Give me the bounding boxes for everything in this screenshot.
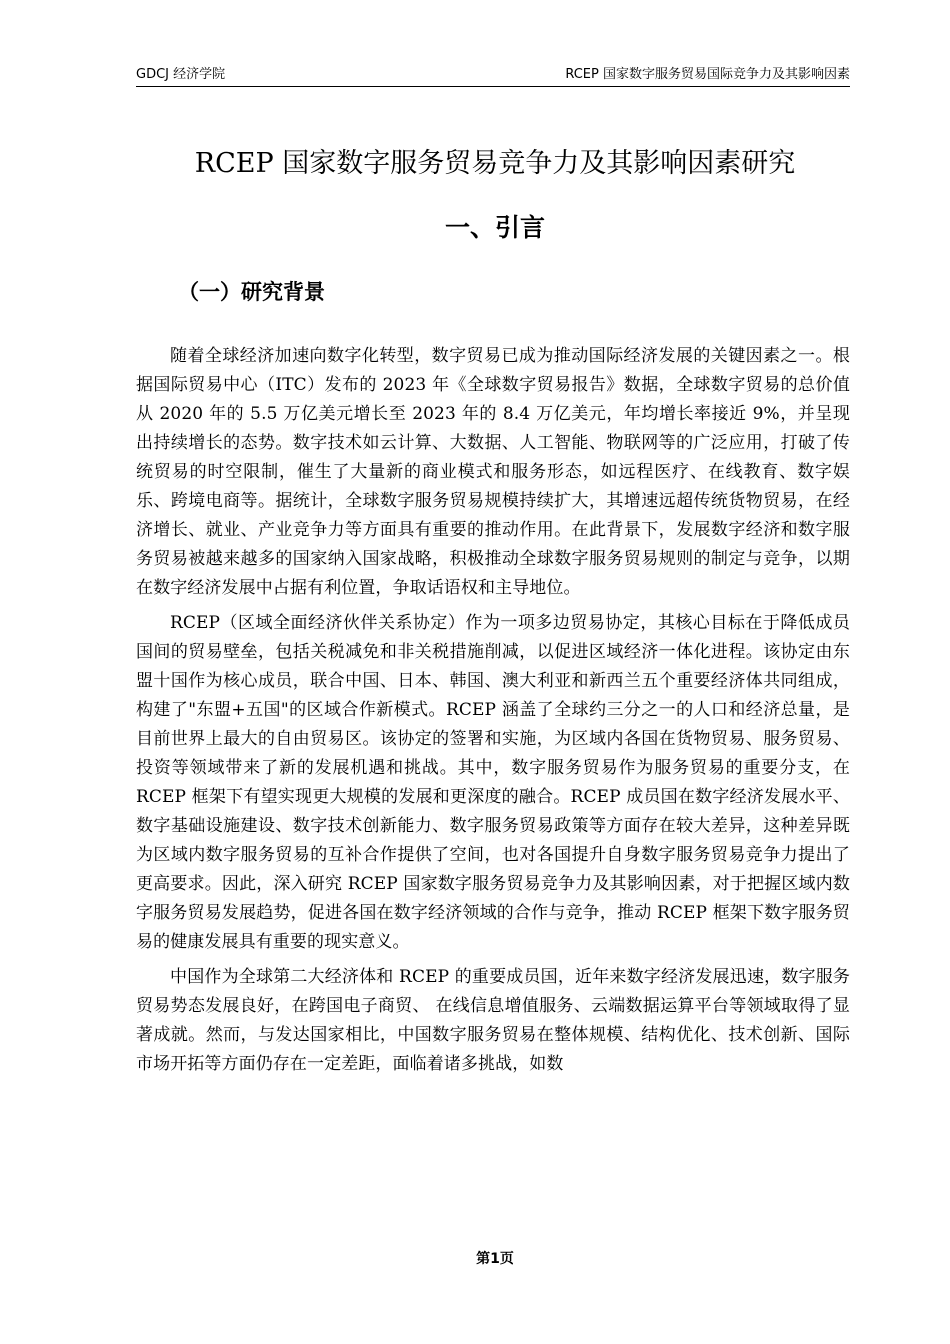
subsection-heading: （一）研究背景: [178, 280, 325, 304]
page-number: 第1页: [476, 1251, 514, 1267]
header-running-title: RCEP 国家数字服务贸易国际竞争力及其影响因素: [565, 67, 850, 82]
paragraph: 中国作为全球第二大经济体和 RCEP 的重要成员国，近年来数字经济发展迅速，数字服务贸易势态发展良好，在跨国电子商贸、 在线信息增值服务、云端数据运算平台等领域取得了显著成就。然而，与发达国家相比，中国数字服务贸易在整体规模、结构优化、技术创新、国际市场开拓等方面仍存在一定差距，面临着诸多挑战，如数: [136, 967, 850, 1074]
paper-title: RCEP 国家数字服务贸易竞争力及其影响因素研究: [194, 148, 796, 179]
header-institution: GDCJ 经济学院: [136, 67, 226, 82]
paragraph: RCEP（区域全面经济伙伴关系协定）作为一项多边贸易协定，其核心目标在于降低成员国间的贸易壁垒，包括关税减免和非关税措施削减，以促进区域经济一体化进程。该协定由东盟十国作为核心成员，联合中国、日本、韩国、澳大利亚和新西兰五个重要经济体共同组成，构建了"东盟+五国"的区域合作新模式。RCEP 涵盖了全球约三分之一的人口和经济总量，是目前世界上最大的自由贸易区。该协定的签署和实施，为区域内各国在货物贸易、服务贸易、投资等领域带来了新的发展机遇和挑战。其中，数字服务贸易作为服务贸易的重要分支，在 RCEP 框架下有望实现更大规模的发展和更深度的融合。RCEP 成员国在数字经济发展水平、数字基础设施建设、数字技术创新能力、数字服务贸易政策等方面存在较大差异，这种差异既为区域内数字服务贸易的互补合作提供了空间，也对各国提升自身数字服务贸易竞争力提出了更高要求。因此，深入研究 RCEP 国家数字服务贸易竞争力及其影响因素，对于把握区域内数字服务贸易发展趋势，促进各国在数字经济领域的合作与竞争，推动 RCEP 框架下数字服务贸易的健康发展具有重要的现实意义。: [136, 613, 850, 952]
paragraph: 随着全球经济加速向数字化转型，数字贸易已成为推动国际经济发展的关键因素之一。根据国际贸易中心（ITC）发布的 2023 年《全球数字贸易报告》数据，全球数字贸易的总价值从 2020 年的 5.5 万亿美元增长至 2023 年的 8.4 万亿美元，年均增长率接近 9%，并呈现出持续增长的态势。数字技术如云计算、大数据、人工智能、物联网等的广泛应用，打破了传统贸易的时空限制，催生了大量新的商业模式和服务形态，如远程医疗、在线教育、数字娱乐、跨境电商等。据统计，全球数字服务贸易规模持续扩大，其增速远超传统货物贸易，在经济增长、就业、产业竞争力等方面具有重要的推动作用。在此背景下，发展数字经济和数字服务贸易被越来越多的国家纳入国家战略，积极推动全球数字服务贸易规则的制定与竞争，以期在数字经济发展中占据有利位置，争取话语权和主导地位。: [136, 346, 850, 598]
page-header: [136, 66, 850, 87]
body-text: [136, 342, 850, 1085]
section-heading: 一、引言: [444, 213, 545, 242]
